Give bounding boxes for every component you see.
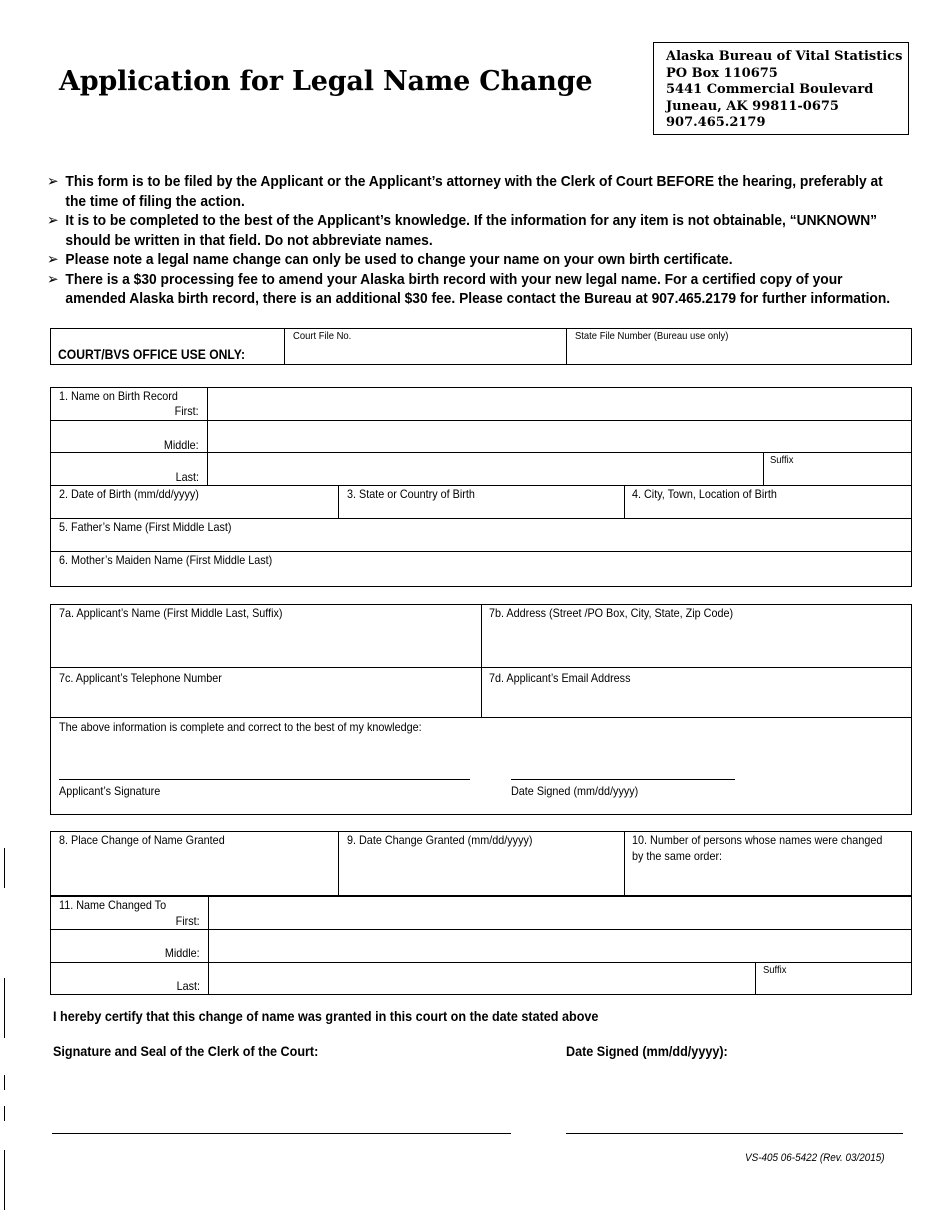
scan-mark bbox=[4, 1150, 5, 1210]
arrow-bullet-icon: ➢ bbox=[47, 270, 59, 288]
arrow-bullet-icon: ➢ bbox=[47, 251, 59, 268]
clerk-signature-label: Signature and Seal of the Clerk of the Court: bbox=[53, 1043, 319, 1059]
scan-mark bbox=[4, 1106, 5, 1121]
birth-first-label: First: bbox=[174, 404, 199, 418]
divider bbox=[481, 604, 482, 717]
certification-statement: I hereby certify that this change of name was granted in this court on the date stated above bbox=[53, 1008, 599, 1024]
address-line: Juneau, AK 99811-0675 bbox=[666, 98, 839, 114]
clerk-date-label: Date Signed (mm/dd/yyyy): bbox=[566, 1043, 728, 1059]
instruction-text: amended Alaska birth record, there is an additional $30 fee. Please contact the Bureau at 907.465.2179 for further information. bbox=[65, 290, 891, 307]
date-granted-field[interactable]: 9. Date Change Granted (mm/dd/yyyy) bbox=[347, 833, 533, 847]
instruction-text: This form is to be filed by the Applicant or the Applicant’s attorney with the Clerk of Court BEFORE the hearing, preferably at bbox=[65, 173, 883, 190]
page-title: Application for Legal Name Change bbox=[59, 66, 593, 97]
divider bbox=[624, 485, 625, 518]
divider bbox=[50, 551, 912, 552]
instruction-item bbox=[47, 172, 936, 211]
new-first-name-field[interactable] bbox=[209, 897, 911, 928]
clerk-date-line[interactable] bbox=[566, 1133, 903, 1134]
divider bbox=[338, 485, 339, 518]
new-middle-name-field[interactable] bbox=[209, 930, 911, 961]
address-line: 907.465.2179 bbox=[666, 115, 766, 131]
divider bbox=[50, 518, 912, 519]
applicant-email-field[interactable]: 7d. Applicant’s Email Address bbox=[489, 671, 631, 685]
address-line: Alaska Bureau of Vital Statistics bbox=[666, 49, 903, 64]
scan-mark bbox=[4, 848, 5, 888]
mother-maiden-name-field[interactable]: 6. Mother’s Maiden Name (First Middle Last) bbox=[59, 553, 273, 567]
divider bbox=[338, 831, 339, 896]
date-of-birth-field[interactable]: 2. Date of Birth (mm/dd/yyyy) bbox=[59, 487, 199, 501]
scan-mark bbox=[4, 1075, 5, 1090]
name-changed-label: 11. Name Changed To bbox=[59, 898, 167, 912]
birth-last-name-field[interactable] bbox=[208, 453, 762, 484]
new-middle-label: Middle: bbox=[165, 946, 200, 960]
new-last-name-field[interactable] bbox=[209, 963, 754, 994]
instruction-text: should be written in that field. Do not abbreviate names. bbox=[65, 231, 433, 249]
birth-suffix-field[interactable]: Suffix bbox=[770, 454, 794, 466]
new-last-label: Last: bbox=[176, 979, 200, 993]
persons-changed-label: by the same order: bbox=[632, 849, 723, 863]
divider bbox=[624, 831, 625, 896]
instruction-text: Please note a legal name change can only be used to change your name on your own birth certificate. bbox=[65, 251, 733, 268]
address-line: PO Box 110675 bbox=[666, 65, 778, 81]
birth-middle-name-field[interactable] bbox=[208, 421, 911, 451]
place-granted-field[interactable]: 8. Place Change of Name Granted bbox=[59, 833, 225, 847]
instruction-text: There is a $30 processing fee to amend your Alaska birth record with your new legal name. For a certified copy of your bbox=[65, 270, 843, 288]
applicant-signature-label: Applicant’s Signature bbox=[59, 784, 161, 798]
state-country-birth-field[interactable]: 3. State or Country of Birth bbox=[347, 487, 475, 501]
instructions-list bbox=[47, 172, 891, 309]
new-first-label: First: bbox=[175, 914, 200, 928]
birth-name-label: 1. Name on Birth Record bbox=[59, 389, 178, 403]
divider bbox=[566, 328, 567, 365]
office-use-label: COURT/BVS OFFICE USE ONLY: bbox=[58, 347, 246, 362]
birth-first-name-field[interactable] bbox=[208, 388, 911, 419]
bureau-address-box bbox=[653, 42, 909, 135]
instruction-text: the time of filing the action. bbox=[65, 192, 245, 210]
applicant-address-field[interactable]: 7b. Address (Street /PO Box, City, State, Zip Code) bbox=[489, 606, 734, 620]
divider bbox=[755, 962, 756, 995]
birth-middle-label: Middle: bbox=[164, 438, 199, 452]
instruction-item bbox=[47, 211, 936, 250]
father-name-field[interactable]: 5. Father’s Name (First Middle Last) bbox=[59, 520, 232, 534]
divider bbox=[50, 717, 912, 718]
arrow-bullet-icon: ➢ bbox=[47, 212, 59, 229]
applicant-name-field[interactable]: 7a. Applicant’s Name (First Middle Last, Suffix) bbox=[59, 606, 283, 620]
arrow-bullet-icon: ➢ bbox=[47, 173, 59, 190]
instruction-text: It is to be completed to the best of the Applicant’s knowledge. If the information for any item is not obtainable, “UNKNOWN” bbox=[65, 212, 878, 229]
birth-last-label: Last: bbox=[175, 470, 199, 484]
divider bbox=[50, 485, 912, 486]
court-file-field[interactable]: Court File No. bbox=[293, 330, 352, 342]
applicant-date-label: Date Signed (mm/dd/yyyy) bbox=[511, 784, 639, 798]
divider bbox=[763, 452, 764, 485]
new-suffix-field[interactable]: Suffix bbox=[763, 964, 787, 976]
clerk-signature-line[interactable] bbox=[52, 1133, 511, 1134]
instruction-item bbox=[47, 250, 936, 270]
form-number: VS-405 06-5422 (Rev. 03/2015) bbox=[745, 1152, 885, 1164]
state-file-field[interactable]: State File Number (Bureau use only) bbox=[575, 330, 729, 342]
applicant-phone-field[interactable]: 7c. Applicant’s Telephone Number bbox=[59, 671, 222, 685]
persons-changed-field[interactable]: 10. Number of persons whose names were changed bbox=[632, 833, 883, 847]
divider bbox=[284, 328, 285, 365]
applicant-signature-line[interactable] bbox=[59, 779, 470, 780]
applicant-date-line[interactable] bbox=[511, 779, 735, 780]
address-line: 5441 Commercial Boulevard bbox=[666, 82, 874, 98]
instruction-item bbox=[47, 270, 936, 309]
attestation-text: The above information is complete and correct to the best of my knowledge: bbox=[59, 720, 422, 734]
city-of-birth-field[interactable]: 4. City, Town, Location of Birth bbox=[632, 487, 777, 501]
scan-mark bbox=[4, 978, 5, 1038]
